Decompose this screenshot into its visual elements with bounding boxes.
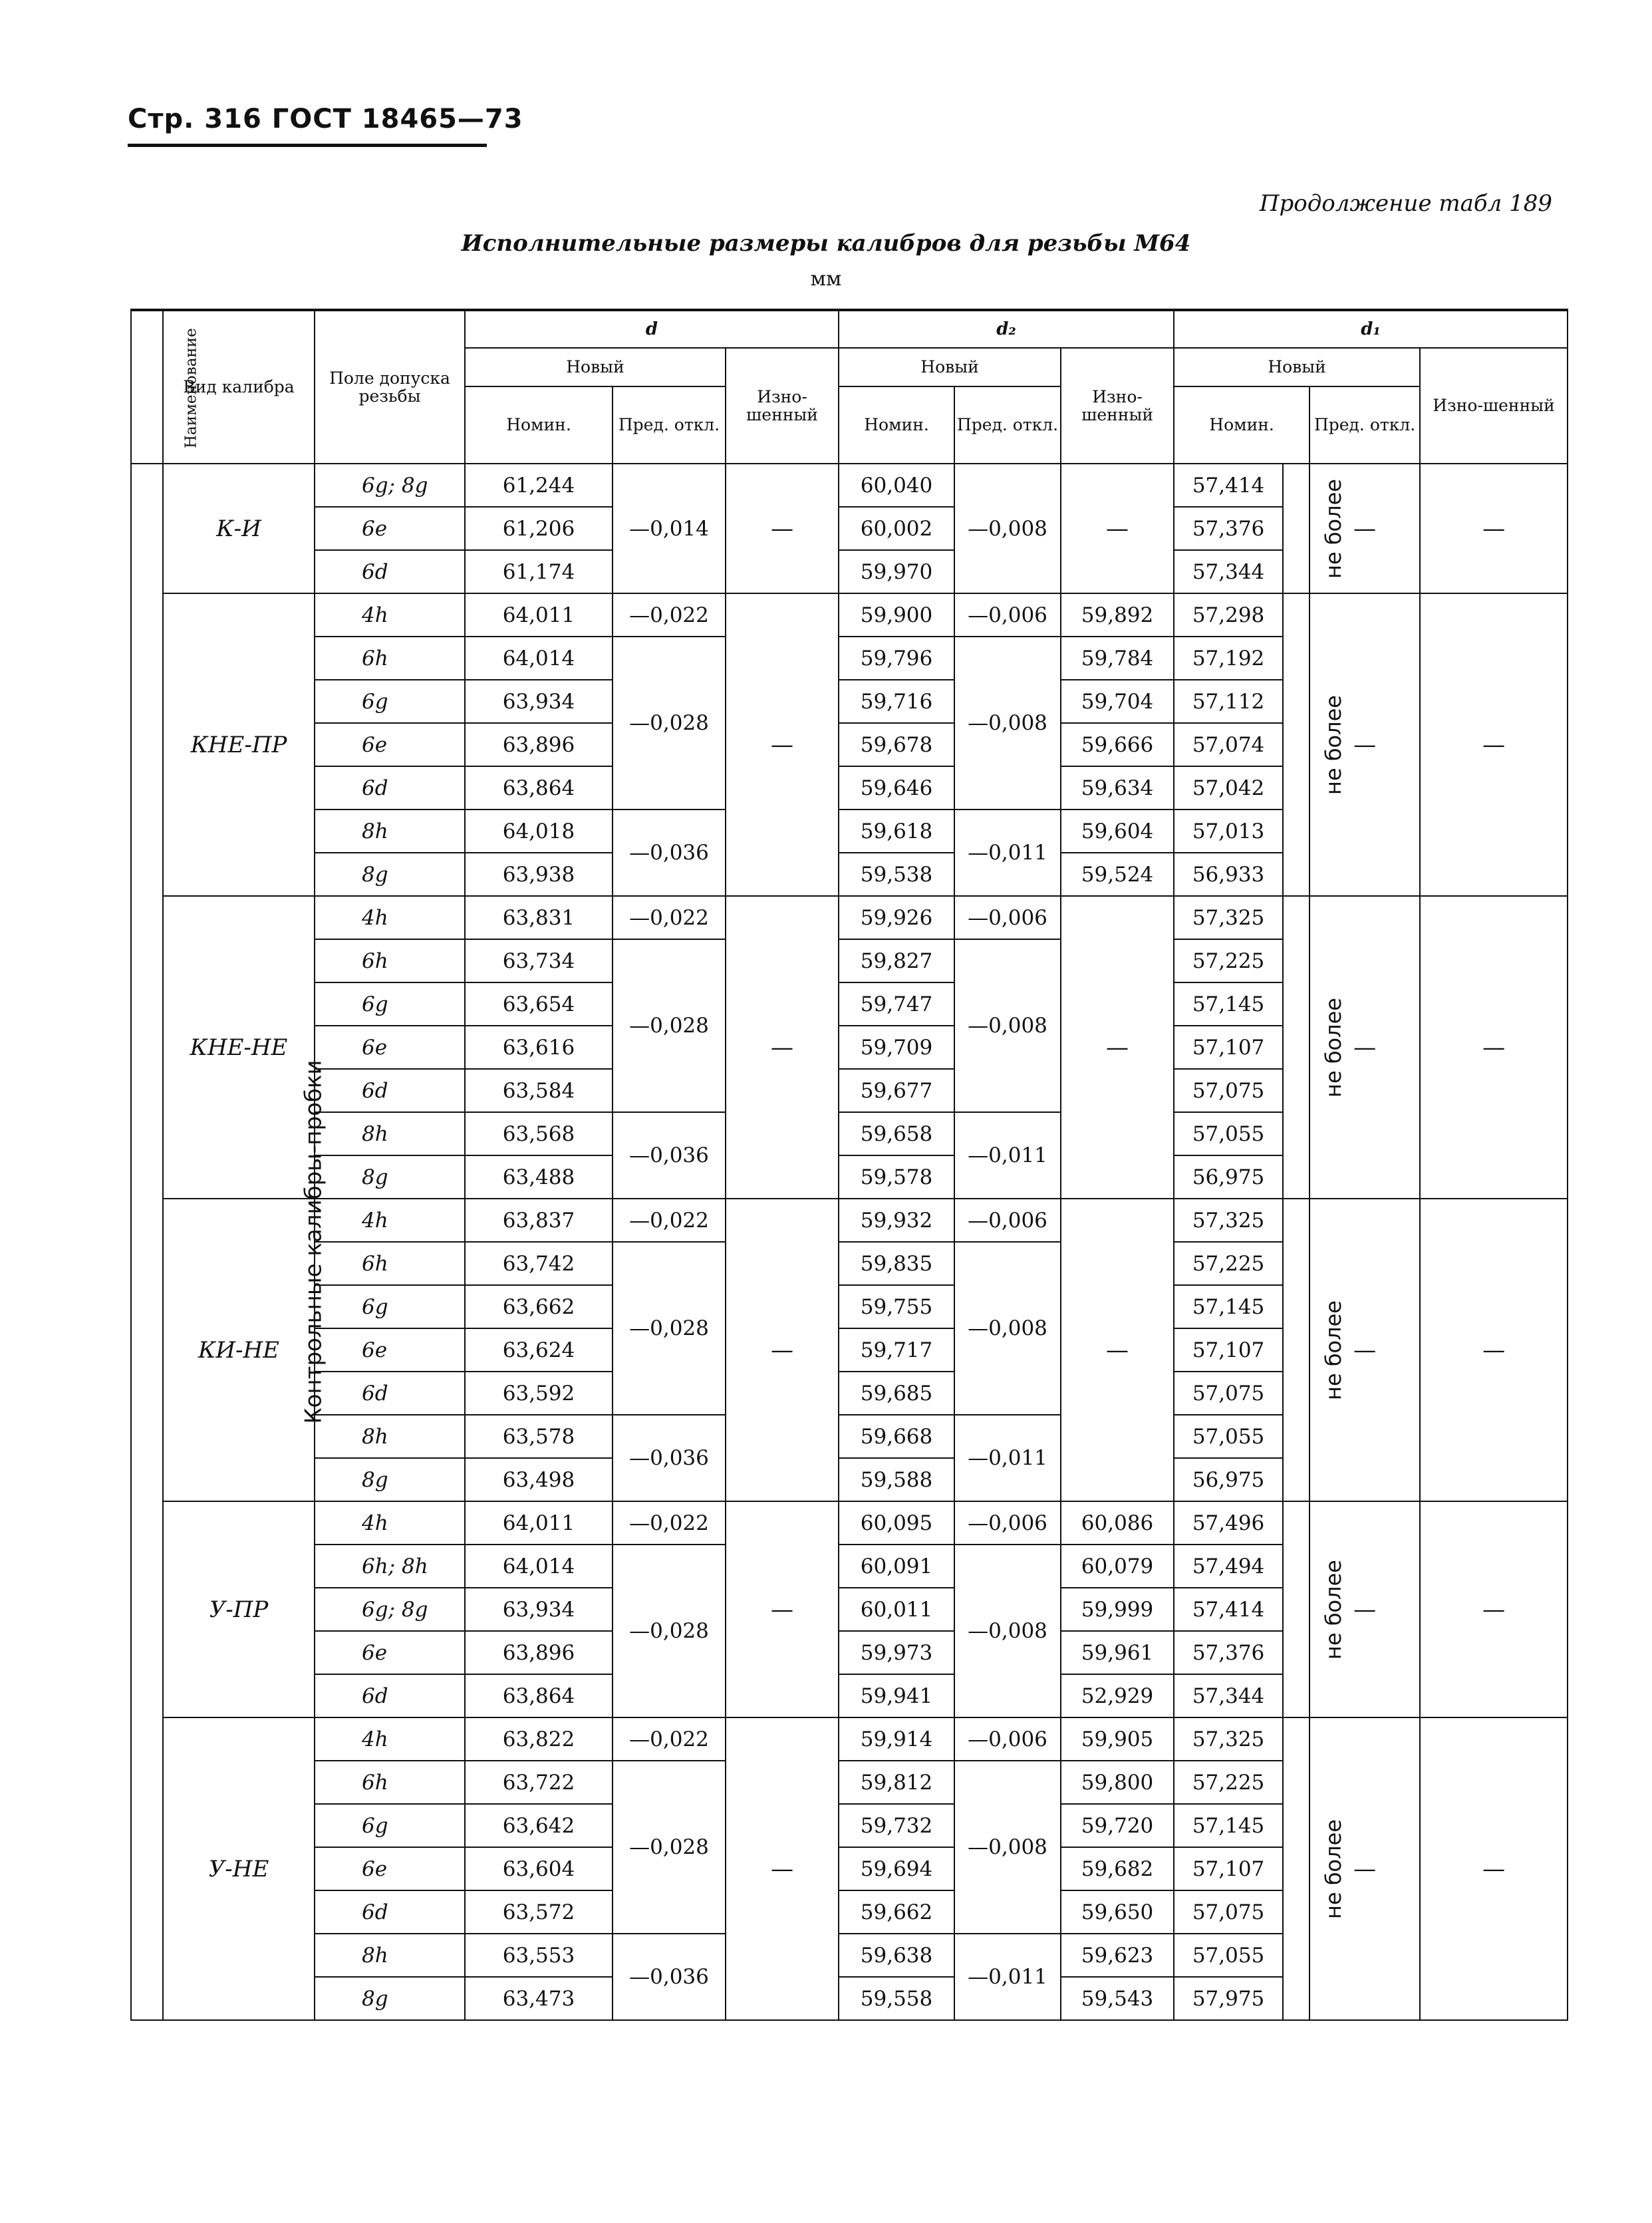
d-nomin: 63,578 (465, 1415, 613, 1458)
d2-iznoshennyi: 60,079 (1061, 1545, 1174, 1588)
pole-dopuska: 8g (315, 853, 465, 896)
d1-nomin: 57,414 (1174, 464, 1283, 507)
d1-nomin: 57,496 (1174, 1501, 1283, 1545)
d1-nomin: 57,344 (1174, 550, 1283, 593)
header-d1-novyi: Новый (1174, 348, 1420, 386)
pole-dopuska: 6e (315, 1328, 465, 1372)
pole-dopuska: 6g; 8g (315, 1588, 465, 1631)
d1-nomin: 57,145 (1174, 1804, 1283, 1847)
d-iznoshennyi: — (726, 1501, 839, 1717)
d-nomin: 63,662 (465, 1285, 613, 1328)
d1-iznoshennyi: — (1420, 593, 1568, 896)
pole-dopuska: 8h (315, 810, 465, 853)
d-nomin: 63,722 (465, 1761, 613, 1804)
d2-nomin: 59,558 (839, 1977, 954, 2020)
d-nomin: 61,244 (465, 464, 613, 507)
d-iznoshennyi: — (726, 896, 839, 1199)
header-vid-kalibra: Вид калибра (163, 310, 315, 464)
d1-nomin: 56,975 (1174, 1155, 1283, 1199)
d2-nomin: 59,588 (839, 1458, 954, 1501)
d1-nomin: 57,298 (1174, 593, 1283, 637)
pole-dopuska: 6g; 8g (315, 464, 465, 507)
d2-nomin: 59,973 (839, 1631, 954, 1674)
pole-dopuska: 4h (315, 1717, 465, 1761)
d2-pred-otkl: —0,011 (954, 1112, 1061, 1199)
d1-pred-otkl: — (1309, 1501, 1420, 1717)
d-nomin: 61,206 (465, 507, 613, 550)
d2-nomin: 60,091 (839, 1545, 954, 1588)
pole-dopuska: 6e (315, 1847, 465, 1890)
dimensions-table (130, 309, 1568, 2021)
d-nomin: 63,822 (465, 1717, 613, 1761)
d2-nomin: 59,662 (839, 1890, 954, 1934)
pole-dopuska: 6e (315, 507, 465, 550)
pole-dopuska: 6h (315, 1242, 465, 1285)
d-pred-otkl: —0,036 (613, 1415, 726, 1501)
d-nomin: 63,616 (465, 1026, 613, 1069)
d1-iznoshennyi: — (1420, 1501, 1568, 1717)
d1-nomin: 57,414 (1174, 1588, 1283, 1631)
d2-pred-otkl: —0,011 (954, 1934, 1061, 2020)
ne-bolee-note (1283, 1717, 1347, 2020)
d-nomin: 63,473 (465, 1977, 613, 2020)
d-pred-otkl: —0,036 (613, 1934, 726, 2020)
d1-nomin: 57,225 (1174, 1242, 1283, 1285)
pole-dopuska: 6d (315, 1372, 465, 1415)
pole-dopuska: 6d (315, 766, 465, 810)
d2-nomin: 59,812 (839, 1761, 954, 1804)
d1-nomin: 57,013 (1174, 810, 1283, 853)
d1-nomin: 57,192 (1174, 637, 1283, 680)
d-nomin: 63,896 (465, 1631, 613, 1674)
d-nomin: 63,831 (465, 896, 613, 939)
ne-bolee-text: не более (1321, 1559, 1347, 1660)
d2-nomin: 60,002 (839, 507, 954, 550)
pole-dopuska: 8h (315, 1934, 465, 1977)
d2-iznoshennyi: 59,524 (1061, 853, 1174, 896)
pole-dopuska: 6h; 8h (315, 1545, 465, 1588)
pole-dopuska: 6d (315, 1674, 465, 1717)
vid-kalibra: К-И (163, 464, 315, 593)
d2-iznoshennyi: 59,634 (1061, 766, 1174, 810)
d1-nomin: 57,325 (1174, 1717, 1283, 1761)
header-d1: d₁ (1174, 310, 1568, 348)
d-nomin: 63,568 (465, 1112, 613, 1155)
d2-nomin: 60,011 (839, 1588, 954, 1631)
d1-iznoshennyi: — (1420, 1717, 1568, 2020)
header-d-pred: Пред. откл. (613, 386, 726, 464)
pole-dopuska: 6h (315, 1761, 465, 1804)
table-row (131, 1199, 1568, 1242)
d2-nomin: 59,747 (839, 982, 954, 1026)
header-d-nomin: Номин. (465, 386, 613, 464)
header-d2-izn: Изно-шенный (1061, 348, 1174, 464)
ne-bolee-text: не более (1321, 997, 1347, 1098)
d-nomin: 63,734 (465, 939, 613, 982)
d2-iznoshennyi: 59,604 (1061, 810, 1174, 853)
d-iznoshennyi: — (726, 1717, 839, 2020)
pole-dopuska: 4h (315, 1501, 465, 1545)
header-pole-dopuska: Поле допуска резьбы (315, 310, 465, 464)
d2-pred-otkl: —0,006 (954, 1199, 1061, 1242)
d-pred-otkl: —0,022 (613, 1199, 726, 1242)
table-row (131, 1717, 1568, 1761)
d1-nomin: 57,107 (1174, 1026, 1283, 1069)
ne-bolee-note (1283, 464, 1347, 593)
header-naimenovanie: Наименование (131, 310, 163, 464)
d-pred-otkl: —0,028 (613, 1545, 726, 1717)
pole-dopuska: 8h (315, 1415, 465, 1458)
d1-pred-otkl: — (1309, 593, 1420, 896)
table-row (131, 464, 1568, 507)
vid-kalibra: КНЕ-ПР (163, 593, 315, 896)
d2-nomin: 60,040 (839, 464, 954, 507)
header-d: d (465, 310, 839, 348)
vid-kalibra: КИ-НЕ (163, 1199, 315, 1501)
d2-pred-otkl: —0,006 (954, 593, 1061, 637)
header-rule (128, 144, 487, 147)
pole-dopuska: 6d (315, 1890, 465, 1934)
table-row (131, 593, 1568, 637)
d2-nomin: 59,755 (839, 1285, 954, 1328)
table-row (131, 1501, 1568, 1545)
d2-iznoshennyi: 59,704 (1061, 680, 1174, 723)
d1-nomin: 57,325 (1174, 896, 1283, 939)
d2-pred-otkl: —0,006 (954, 896, 1061, 939)
d2-pred-otkl: —0,008 (954, 939, 1061, 1112)
d2-nomin: 59,941 (839, 1674, 954, 1717)
pole-dopuska: 6d (315, 550, 465, 593)
d2-nomin: 59,932 (839, 1199, 954, 1242)
d2-nomin: 59,835 (839, 1242, 954, 1285)
d2-pred-otkl: —0,006 (954, 1501, 1061, 1545)
d-pred-otkl: —0,022 (613, 1717, 726, 1761)
d2-iznoshennyi: 59,961 (1061, 1631, 1174, 1674)
d2-nomin: 59,658 (839, 1112, 954, 1155)
d2-nomin: 59,618 (839, 810, 954, 853)
d1-nomin: 57,145 (1174, 1285, 1283, 1328)
d1-iznoshennyi: — (1420, 896, 1568, 1199)
d-nomin: 63,642 (465, 1804, 613, 1847)
pole-dopuska: 6h (315, 939, 465, 982)
d2-iznoshennyi: 59,543 (1061, 1977, 1174, 2020)
d1-nomin: 57,344 (1174, 1674, 1283, 1717)
continuation-label: Продолжение табл 189 (1259, 190, 1552, 217)
d2-nomin: 59,827 (839, 939, 954, 982)
pole-dopuska: 8g (315, 1458, 465, 1501)
d1-nomin: 57,376 (1174, 507, 1283, 550)
d1-nomin: 57,075 (1174, 1890, 1283, 1934)
d2-nomin: 59,709 (839, 1026, 954, 1069)
d-nomin: 63,604 (465, 1847, 613, 1890)
table-title: Исполнительные размеры калибров для резьбы М64 (461, 230, 1191, 257)
d-nomin: 63,934 (465, 1588, 613, 1631)
d-pred-otkl: —0,028 (613, 1761, 726, 1934)
d-nomin: 64,011 (465, 1501, 613, 1545)
d-pred-otkl: —0,022 (613, 1501, 726, 1545)
header-d-novyi: Новый (465, 348, 726, 386)
d1-pred-otkl: — (1309, 1199, 1420, 1501)
header-d1-nomin: Номин. (1174, 386, 1309, 464)
d1-nomin: 57,112 (1174, 680, 1283, 723)
d2-pred-otkl: —0,008 (954, 637, 1061, 810)
d1-nomin: 57,225 (1174, 1761, 1283, 1804)
pole-dopuska: 6g (315, 1285, 465, 1328)
d1-iznoshennyi: — (1420, 1199, 1568, 1501)
d-nomin: 64,014 (465, 1545, 613, 1588)
group-label-text: Контрольные калибры-пробки (300, 1060, 327, 1424)
d2-iznoshennyi: 59,720 (1061, 1804, 1174, 1847)
d1-nomin: 57,055 (1174, 1934, 1283, 1977)
ne-bolee-note (1283, 896, 1347, 1199)
header-d2-novyi: Новый (839, 348, 1061, 386)
d-nomin: 63,938 (465, 853, 613, 896)
d-nomin: 63,742 (465, 1242, 613, 1285)
d1-nomin: 57,055 (1174, 1112, 1283, 1155)
pole-dopuska: 6h (315, 637, 465, 680)
d2-pred-otkl: —0,008 (954, 1545, 1061, 1717)
d-nomin: 63,837 (465, 1199, 613, 1242)
pole-dopuska: 8h (315, 1112, 465, 1155)
d-nomin: 63,488 (465, 1155, 613, 1199)
header-d-izn: Изно-шенный (726, 348, 839, 464)
pole-dopuska: 8g (315, 1155, 465, 1199)
header-d2-pred: Пред. откл. (954, 386, 1061, 464)
d-nomin: 63,864 (465, 1674, 613, 1717)
page-header: Стр. 316 ГОСТ 18465—73 (128, 104, 523, 134)
d1-nomin: 57,376 (1174, 1631, 1283, 1674)
d2-nomin: 59,578 (839, 1155, 954, 1199)
d1-nomin: 56,933 (1174, 853, 1283, 896)
pole-dopuska: 6e (315, 723, 465, 766)
d2-nomin: 59,732 (839, 1804, 954, 1847)
d2-nomin: 59,638 (839, 1934, 954, 1977)
d1-nomin: 57,494 (1174, 1545, 1283, 1588)
header-d2-nomin: Номин. (839, 386, 954, 464)
table-row (131, 896, 1568, 939)
units-label: мм (810, 267, 842, 291)
header-d1-pred: Пред. откл. (1309, 386, 1420, 464)
ne-bolee-text: не более (1321, 1300, 1347, 1400)
d-pred-otkl: —0,036 (613, 1112, 726, 1199)
ne-bolee-note (1283, 1199, 1347, 1501)
d2-nomin: 59,796 (839, 637, 954, 680)
d1-pred-otkl: — (1309, 896, 1420, 1199)
pole-dopuska: 6d (315, 1069, 465, 1112)
ne-bolee-text: не более (1321, 694, 1347, 795)
d2-iznoshennyi: 59,892 (1061, 593, 1174, 637)
ne-bolee-note (1283, 593, 1347, 896)
d-nomin: 63,864 (465, 766, 613, 810)
d-nomin: 64,014 (465, 637, 613, 680)
d1-nomin: 57,225 (1174, 939, 1283, 982)
d2-nomin: 59,914 (839, 1717, 954, 1761)
d2-pred-otkl: —0,011 (954, 1415, 1061, 1501)
d2-iznoshennyi: 59,682 (1061, 1847, 1174, 1890)
d1-iznoshennyi: — (1420, 464, 1568, 593)
d1-pred-otkl: — (1309, 464, 1420, 593)
d1-nomin: 57,075 (1174, 1069, 1283, 1112)
vid-kalibra: У-НЕ (163, 1717, 315, 2020)
d-nomin: 63,934 (465, 680, 613, 723)
d2-iznoshennyi: 60,086 (1061, 1501, 1174, 1545)
pole-dopuska: 6e (315, 1631, 465, 1674)
d-nomin: 63,896 (465, 723, 613, 766)
d1-nomin: 57,107 (1174, 1847, 1283, 1890)
vid-kalibra: КНЕ-НЕ (163, 896, 315, 1199)
d2-iznoshennyi: 59,784 (1061, 637, 1174, 680)
d1-nomin: 57,975 (1174, 1977, 1283, 2020)
d2-nomin: 59,970 (839, 550, 954, 593)
d2-nomin: 59,685 (839, 1372, 954, 1415)
d-nomin: 64,011 (465, 593, 613, 637)
d2-nomin: 59,678 (839, 723, 954, 766)
pole-dopuska: 8g (315, 1977, 465, 2020)
d-nomin: 63,592 (465, 1372, 613, 1415)
d-pred-otkl: —0,028 (613, 637, 726, 810)
pole-dopuska: 6g (315, 680, 465, 723)
d2-nomin: 59,717 (839, 1328, 954, 1372)
d2-nomin: 59,646 (839, 766, 954, 810)
d2-iznoshennyi: 59,905 (1061, 1717, 1174, 1761)
d2-iznoshennyi: 59,666 (1061, 723, 1174, 766)
d2-nomin: 59,668 (839, 1415, 954, 1458)
d-nomin: 63,553 (465, 1934, 613, 1977)
d2-nomin: 59,538 (839, 853, 954, 896)
d-nomin: 63,624 (465, 1328, 613, 1372)
d2-iznoshennyi: — (1061, 896, 1174, 1199)
d-nomin: 63,584 (465, 1069, 613, 1112)
d2-iznoshennyi: 52,929 (1061, 1674, 1174, 1717)
d-nomin: 63,654 (465, 982, 613, 1026)
d1-nomin: 57,055 (1174, 1415, 1283, 1458)
d2-pred-otkl: —0,008 (954, 464, 1061, 593)
d2-iznoshennyi: — (1061, 464, 1174, 593)
pole-dopuska: 6g (315, 1804, 465, 1847)
pole-dopuska: 4h (315, 593, 465, 637)
d1-nomin: 56,975 (1174, 1458, 1283, 1501)
d2-nomin: 59,900 (839, 593, 954, 637)
d2-pred-otkl: —0,006 (954, 1717, 1061, 1761)
d1-nomin: 57,145 (1174, 982, 1283, 1026)
d2-iznoshennyi: 59,800 (1061, 1761, 1174, 1804)
d2-nomin: 59,716 (839, 680, 954, 723)
d2-pred-otkl: —0,011 (954, 810, 1061, 896)
pole-dopuska: 4h (315, 896, 465, 939)
d1-nomin: 57,325 (1174, 1199, 1283, 1242)
d-pred-otkl: —0,036 (613, 810, 726, 896)
pole-dopuska: 4h (315, 1199, 465, 1242)
d-nomin: 61,174 (465, 550, 613, 593)
d2-nomin: 60,095 (839, 1501, 954, 1545)
d-pred-otkl: —0,022 (613, 593, 726, 637)
d-nomin: 63,572 (465, 1890, 613, 1934)
d2-nomin: 59,694 (839, 1847, 954, 1890)
d-nomin: 64,018 (465, 810, 613, 853)
d1-nomin: 57,042 (1174, 766, 1283, 810)
d-pred-otkl: —0,028 (613, 1242, 726, 1415)
d-pred-otkl: —0,014 (613, 464, 726, 593)
d-pred-otkl: —0,022 (613, 896, 726, 939)
d1-nomin: 57,075 (1174, 1372, 1283, 1415)
d-pred-otkl: —0,028 (613, 939, 726, 1112)
pole-dopuska: 6g (315, 982, 465, 1026)
header-d2: d₂ (839, 310, 1174, 348)
d2-nomin: 59,926 (839, 896, 954, 939)
d-iznoshennyi: — (726, 593, 839, 896)
d2-iznoshennyi: — (1061, 1199, 1174, 1501)
d2-pred-otkl: —0,008 (954, 1242, 1061, 1415)
d2-pred-otkl: —0,008 (954, 1761, 1061, 1934)
d-iznoshennyi: — (726, 464, 839, 593)
ne-bolee-note (1283, 1501, 1347, 1717)
d2-iznoshennyi: 59,650 (1061, 1890, 1174, 1934)
ne-bolee-text: не более (1321, 1819, 1347, 1919)
vid-kalibra: У-ПР (163, 1501, 315, 1717)
d-nomin: 63,498 (465, 1458, 613, 1501)
d1-nomin: 57,107 (1174, 1328, 1283, 1372)
ne-bolee-text: не более (1321, 478, 1347, 579)
d2-iznoshennyi: 59,999 (1061, 1588, 1174, 1631)
d2-nomin: 59,677 (839, 1069, 954, 1112)
d-iznoshennyi: — (726, 1199, 839, 1501)
d1-nomin: 57,074 (1174, 723, 1283, 766)
d2-iznoshennyi: 59,623 (1061, 1934, 1174, 1977)
pole-dopuska: 6e (315, 1026, 465, 1069)
d1-pred-otkl: — (1309, 1717, 1420, 2020)
header-d1-izn: Изно-шенный (1420, 348, 1568, 464)
